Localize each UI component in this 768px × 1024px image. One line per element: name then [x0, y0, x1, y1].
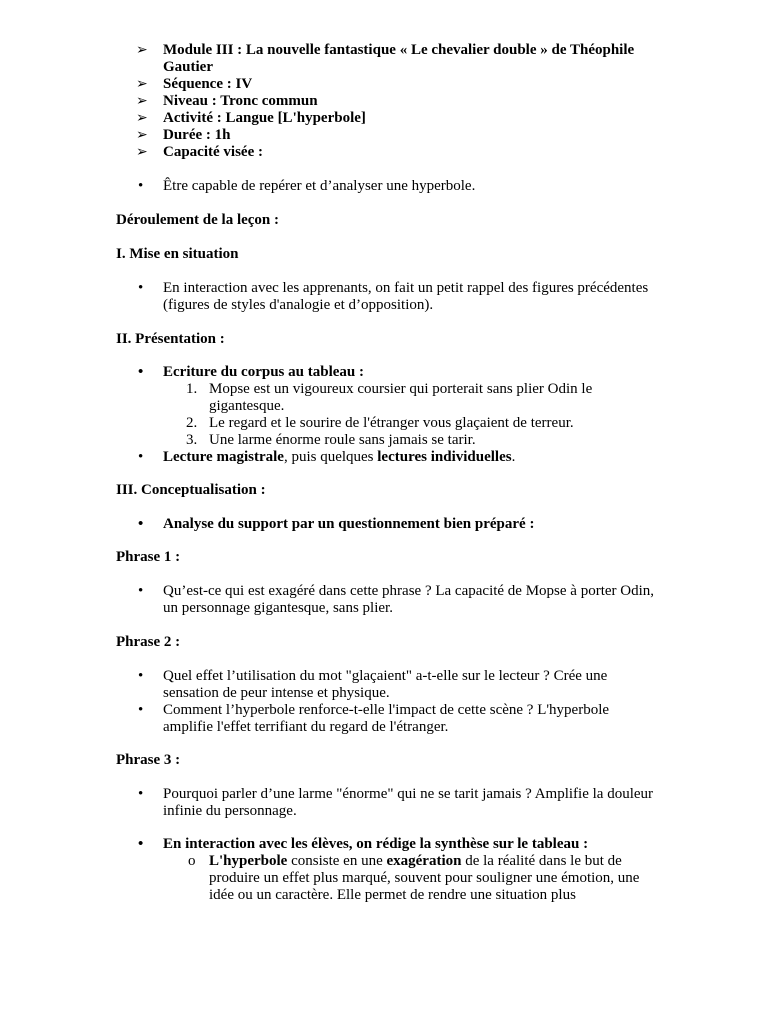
- synthese-definition: o L'hyperbole consiste en une exagération de la réalité dans le but de produire un effet plus marqué, souvent pour souligner une émotion, une idée ou un caractère. Elle permet de rendre une situation plus: [188, 853, 640, 903]
- arrow-bullet-icon: ➢: [136, 144, 148, 160]
- arrow-bullet-icon: ➢: [136, 127, 148, 143]
- section-3-list: [116, 516, 656, 533]
- header-item-duree: ➢ Durée : 1h: [136, 127, 231, 143]
- header-item-niveau: ➢ Niveau : Tronc commun: [136, 93, 318, 109]
- arrow-bullet-icon: ➢: [136, 42, 148, 58]
- header-item-module: ➢ Module III : La nouvelle fantastique « Le chevalier double » de Théophile Gautier: [136, 42, 635, 75]
- phrase-3-list: [116, 786, 656, 820]
- list-item: • Pourquoi parler d’une larme "énorme" qui ne se tarit jamais ? Amplifie la douleur infinie du personnage.: [138, 786, 654, 819]
- bullet-dot-icon: •: [138, 836, 144, 852]
- objective-list: [116, 178, 656, 195]
- corpus-sentence-1: 1. Mopse est un vigoureux coursier qui porterait sans plier Odin le gigantesque.: [186, 381, 593, 414]
- section-1-heading: I. Mise en situation: [116, 246, 239, 262]
- bullet-dot-icon: •: [138, 280, 144, 296]
- list-item: • Comment l’hyperbole renforce-t-elle l'impact de cette scène ? L'hyperbole amplifie l'effet terrifiant du regard de l'étranger.: [138, 702, 610, 735]
- bullet-dot-icon: •: [138, 178, 144, 194]
- corpus-sentence-2: 2. Le regard et le sourire de l'étranger vous glaçaient de terreur.: [186, 415, 574, 431]
- synthese-list: [116, 836, 656, 904]
- phrase-3-heading: Phrase 3 :: [116, 752, 181, 768]
- arrow-bullet-icon: ➢: [136, 110, 148, 126]
- phrase-2-heading: Phrase 2 :: [116, 634, 181, 650]
- bullet-dot-icon: •: [138, 364, 144, 380]
- lesson-header-list: [136, 42, 656, 161]
- phrase-2-list: [116, 668, 656, 736]
- list-item: • Être capable de repérer et d’analyser une hyperbole.: [138, 178, 476, 194]
- circle-bullet-icon: o: [188, 853, 196, 869]
- phrase-1-heading: Phrase 1 :: [116, 549, 181, 565]
- section-2-list: [116, 364, 656, 466]
- bullet-dot-icon: •: [138, 449, 144, 465]
- list-item: • En interaction avec les apprenants, on fait un petit rappel des figures précédentes (figures de styles d'analogie et d’opposition).: [138, 280, 649, 313]
- bullet-dot-icon: •: [138, 786, 144, 802]
- section-3-heading: III. Conceptualisation :: [116, 482, 266, 498]
- phrase-1-list: [116, 583, 656, 617]
- header-item-sequence: ➢ Séquence : IV: [136, 76, 253, 92]
- list-item: • Qu’est-ce qui est exagéré dans cette phrase ? La capacité de Mopse à porter Odin, un personnage gigantesque, sans plier.: [138, 583, 655, 616]
- list-item: • En interaction avec les élèves, on rédige la synthèse sur le tableau :: [138, 836, 589, 852]
- header-item-activite: ➢ Activité : Langue [L'hyperbole]: [136, 110, 366, 126]
- arrow-bullet-icon: ➢: [136, 76, 148, 92]
- bullet-dot-icon: •: [138, 702, 144, 718]
- bullet-dot-icon: •: [138, 668, 144, 684]
- deroulement-heading: Déroulement de la leçon :: [116, 212, 280, 228]
- bullet-dot-icon: •: [138, 583, 144, 599]
- list-item: • Lecture magistrale, puis quelques lectures individuelles.: [138, 449, 516, 465]
- section-2-heading: II. Présentation :: [116, 331, 225, 347]
- arrow-bullet-icon: ➢: [136, 93, 148, 109]
- section-1-list: [116, 280, 656, 314]
- list-item: • Analyse du support par un questionnement bien préparé :: [138, 516, 535, 532]
- header-item-capacite: ➢ Capacité visée :: [136, 144, 263, 160]
- bullet-dot-icon: •: [138, 516, 144, 532]
- list-item: • Quel effet l’utilisation du mot "glaçaient" a-t-elle sur le lecteur ? Crée une sensation de peur intense et physique.: [138, 668, 608, 701]
- corpus-sentence-3: 3. Une larme énorme roule sans jamais se tarir.: [186, 432, 476, 448]
- list-item: • Ecriture du corpus au tableau :: [138, 364, 364, 380]
